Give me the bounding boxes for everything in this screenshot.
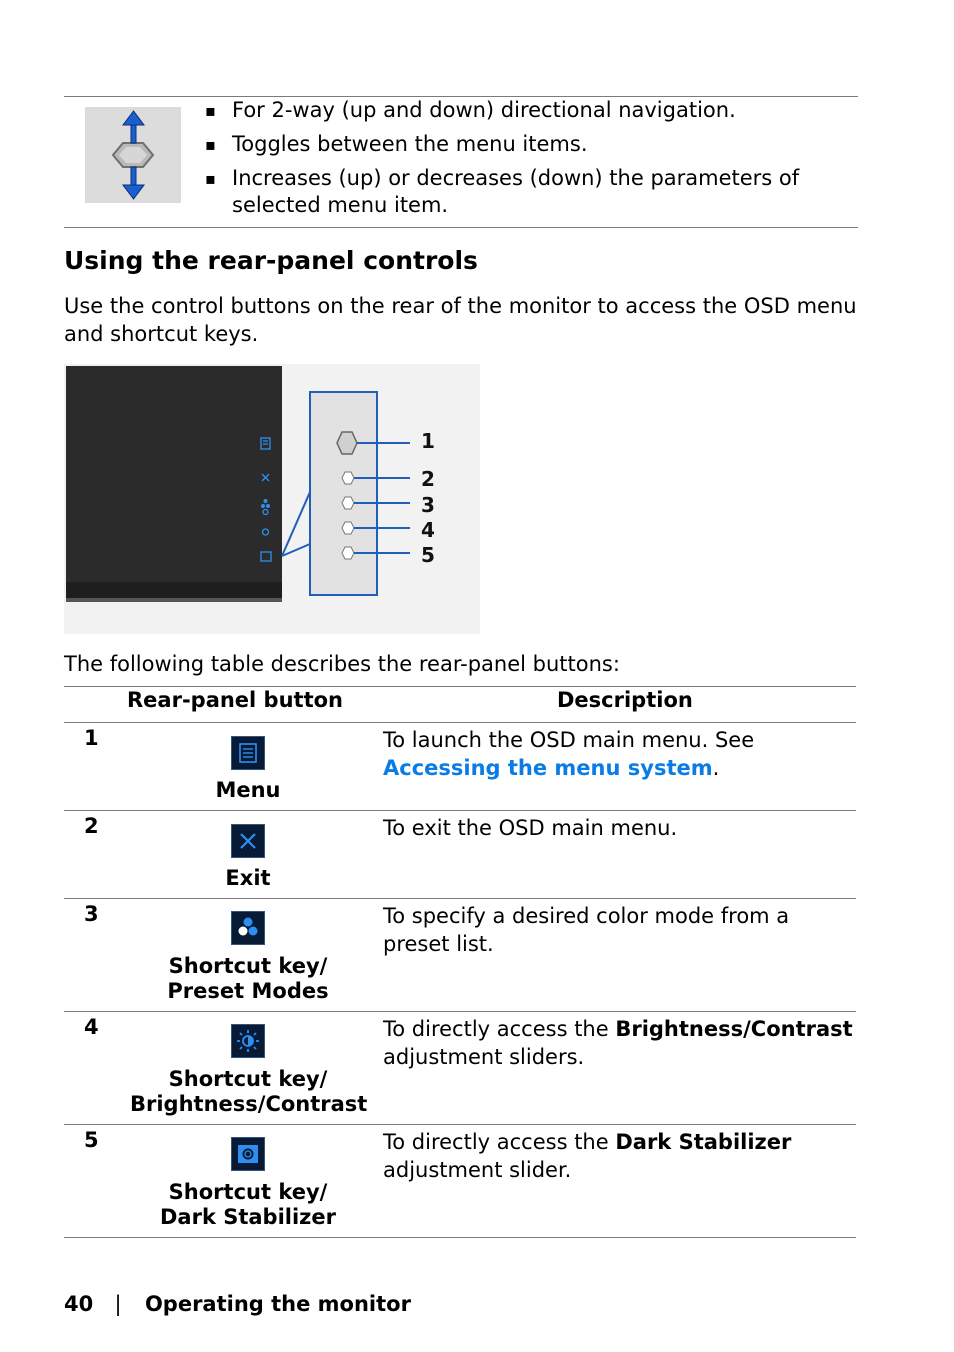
row-rule	[64, 1124, 856, 1125]
row-description: To exit the OSD main menu.	[383, 816, 678, 840]
accessing-menu-link[interactable]: Accessing the menu system	[383, 756, 713, 780]
button-name: Exit	[225, 866, 271, 890]
callout-3: 3	[421, 493, 435, 517]
section-intro: Use the control buttons on the rear of the monitor to access the OSD menu and shortcut keys.	[64, 294, 857, 346]
joystick-icon	[85, 107, 181, 203]
page-footer	[64, 1292, 411, 1316]
row-number: 4	[84, 1015, 99, 1039]
row-rule	[64, 898, 856, 899]
list-item: ▪ For 2-way (up and down) directional navigation.	[205, 98, 736, 122]
callout-2: 2	[421, 467, 435, 491]
button-name: Menu	[215, 778, 281, 802]
row-rule	[64, 1011, 856, 1012]
button-name: Shortcut key/ Preset Modes	[167, 954, 329, 1003]
callout-4: 4	[421, 518, 435, 542]
table-bottom-rule	[64, 1237, 856, 1238]
brightness-icon	[231, 1024, 265, 1058]
row-number: 5	[84, 1128, 99, 1152]
header-rule	[64, 722, 856, 723]
page-number: 40	[64, 1292, 94, 1316]
section-heading: Using the rear-panel controls	[64, 246, 478, 275]
joystick-image	[85, 107, 181, 203]
table-intro: The following table describes the rear-panel buttons:	[64, 652, 620, 676]
table-bottom-rule	[64, 227, 858, 228]
row-description: To directly access the Brightness/Contrast adjustment sliders.	[383, 1017, 853, 1069]
footer-section-title: Operating the monitor	[144, 1292, 411, 1316]
row-description: To directly access the Dark Stabilizer adjustment slider.	[383, 1130, 792, 1182]
dark-stabilizer-icon	[231, 1137, 265, 1171]
rear-panel-figure	[64, 364, 480, 634]
column-header-button: Rear-panel button	[127, 688, 343, 712]
callout-5: 5	[421, 543, 435, 567]
row-number: 2	[84, 814, 99, 838]
preset-modes-icon	[231, 911, 265, 945]
column-header-description: Description	[557, 688, 693, 712]
list-item: ▪ Increases (up) or decreases (down) the parameters of selected menu item.	[205, 166, 800, 217]
joystick-bullet-list	[205, 97, 855, 226]
row-number: 1	[84, 726, 99, 750]
list-item: ▪ Toggles between the menu items.	[205, 132, 588, 156]
button-name: Shortcut key/ Dark Stabilizer	[159, 1180, 337, 1229]
menu-icon	[231, 736, 265, 770]
exit-icon	[231, 824, 265, 858]
row-rule	[64, 810, 856, 811]
callout-1: 1	[421, 429, 435, 453]
row-description: To specify a desired color mode from a preset list.	[383, 904, 790, 956]
table-top-rule	[64, 686, 856, 687]
row-number: 3	[84, 902, 99, 926]
footer-separator: |	[114, 1292, 122, 1316]
row-description: To launch the OSD main menu. See Accessing the menu system.	[383, 728, 755, 780]
button-name: Shortcut key/ Brightness/Contrast	[130, 1067, 368, 1116]
